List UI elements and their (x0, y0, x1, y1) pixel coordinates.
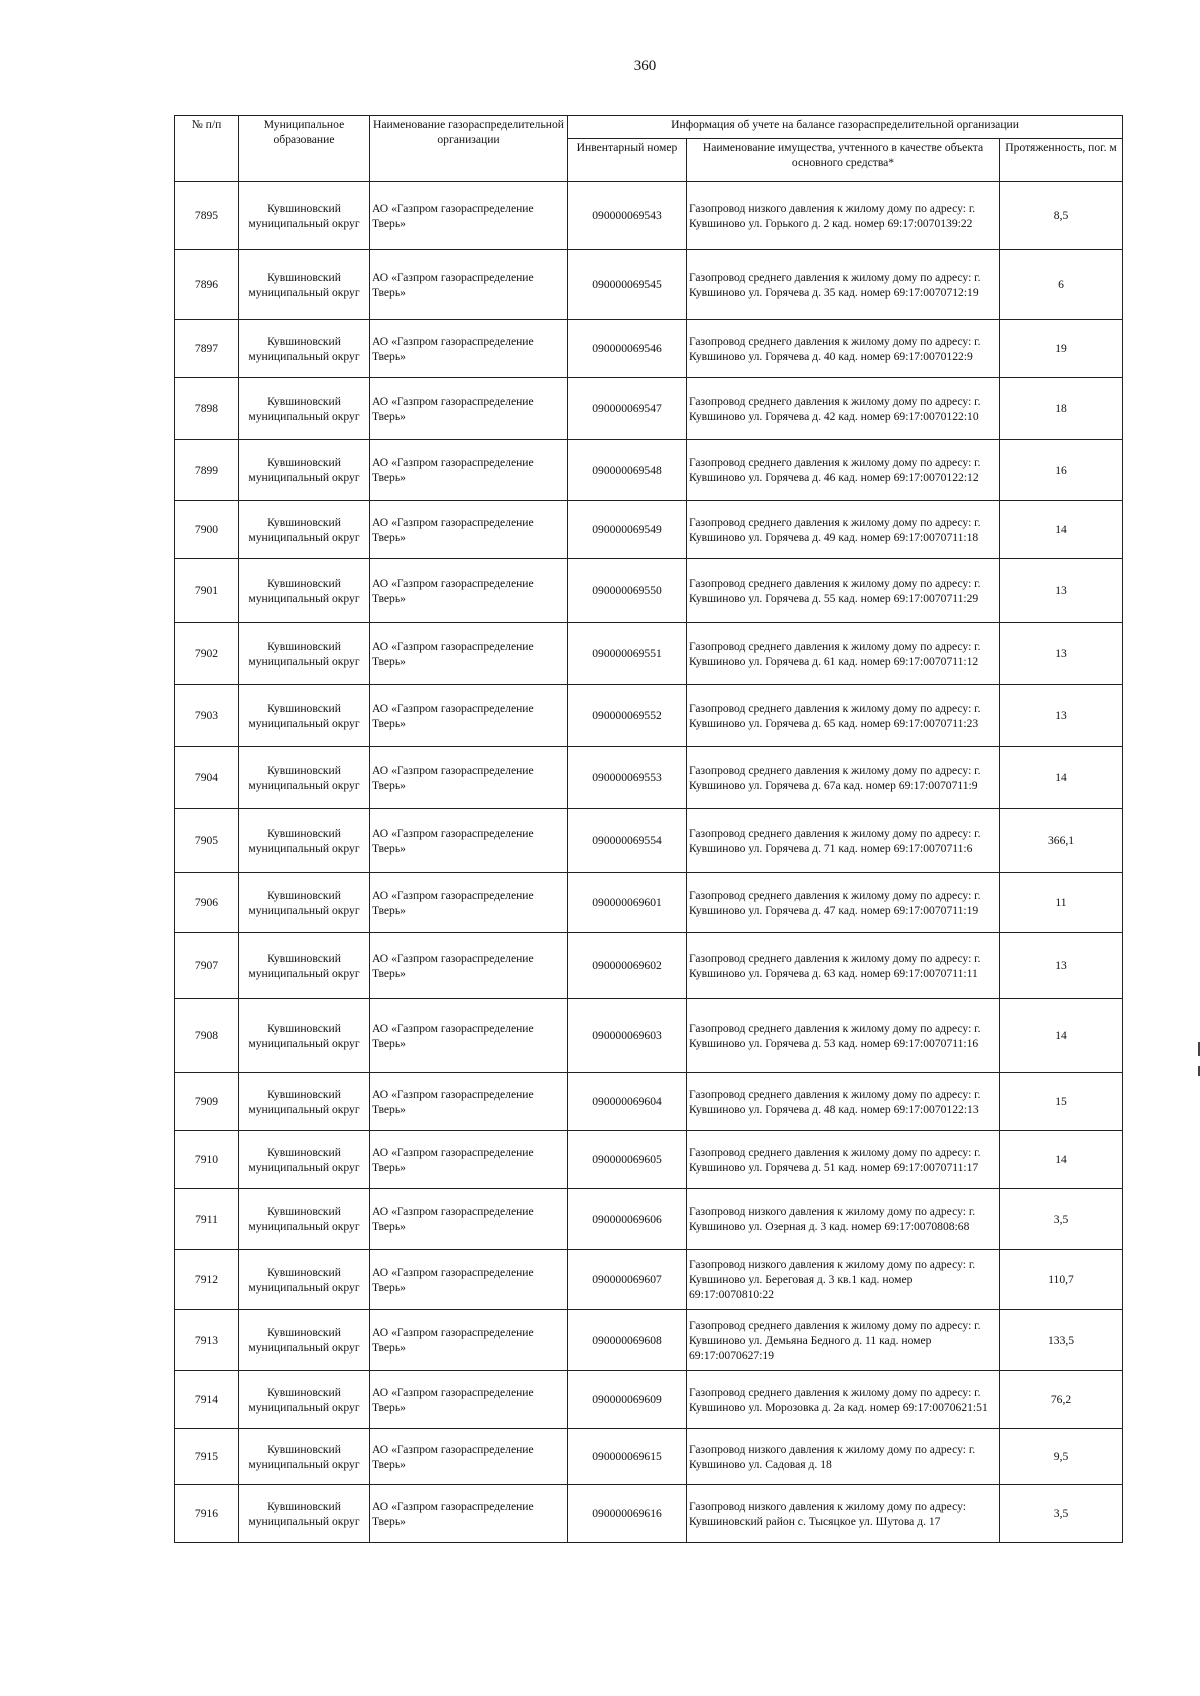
municipality-cell: Кувшиновский муниципальный округ (239, 182, 370, 250)
length-cell: 13 (1000, 623, 1123, 685)
row-number: 7901 (175, 559, 239, 623)
property-name-cell: Газопровод среднего давления к жилому дому по адресу: г. Кувшиново ул. Горячева д. 35 кад. номер 69:17:0070712:19 (687, 250, 1000, 320)
table-row (175, 623, 1123, 685)
length-cell: 14 (1000, 1131, 1123, 1189)
property-name-cell: Газопровод среднего давления к жилому дому по адресу: г. Кувшиново ул. Морозовка д. 2а кад. номер 69:17:0070621:51 (687, 1371, 1000, 1429)
organization-cell: АО «Газпром газораспределение Тверь» (370, 1485, 568, 1543)
inventory-number-cell: 090000069616 (568, 1485, 687, 1543)
row-number: 7915 (175, 1429, 239, 1485)
municipality-cell: Кувшиновский муниципальный округ (239, 623, 370, 685)
municipality-cell: Кувшиновский муниципальный округ (239, 933, 370, 999)
length-cell: 14 (1000, 747, 1123, 809)
length-cell: 6 (1000, 250, 1123, 320)
municipality-cell: Кувшиновский муниципальный округ (239, 685, 370, 747)
row-number: 7906 (175, 873, 239, 933)
organization-cell: АО «Газпром газораспределение Тверь» (370, 999, 568, 1073)
inventory-number-cell: 090000069602 (568, 933, 687, 999)
length-cell: 133,5 (1000, 1310, 1123, 1371)
inventory-number-cell: 090000069615 (568, 1429, 687, 1485)
organization-cell: АО «Газпром газораспределение Тверь» (370, 1250, 568, 1310)
row-number: 7905 (175, 809, 239, 873)
property-name-cell: Газопровод среднего давления к жилому дому по адресу: г. Кувшиново ул. Горячева д. 40 кад. номер 69:17:0070122:9 (687, 320, 1000, 378)
property-name-cell: Газопровод среднего давления к жилому дому по адресу: г. Кувшиново ул. Горячева д. 71 кад. номер 69:17:0070711:6 (687, 809, 1000, 873)
municipality-cell: Кувшиновский муниципальный округ (239, 320, 370, 378)
row-number: 7916 (175, 1485, 239, 1543)
row-number: 7911 (175, 1189, 239, 1250)
inventory-number-cell: 090000069548 (568, 440, 687, 501)
length-cell: 11 (1000, 873, 1123, 933)
inventory-number-cell: 090000069606 (568, 1189, 687, 1250)
municipality-cell: Кувшиновский муниципальный округ (239, 999, 370, 1073)
inventory-number-cell: 090000069550 (568, 559, 687, 623)
table-row (175, 320, 1123, 378)
municipality-cell: Кувшиновский муниципальный округ (239, 501, 370, 559)
header-municipality: Муниципальное образование (239, 116, 370, 182)
inventory-number-cell: 090000069547 (568, 378, 687, 440)
municipality-cell: Кувшиновский муниципальный округ (239, 1189, 370, 1250)
row-number: 7899 (175, 440, 239, 501)
table-row (175, 809, 1123, 873)
table-row (175, 250, 1123, 320)
property-name-cell: Газопровод среднего давления к жилому дому по адресу: г. Кувшиново ул. Горячева д. 63 кад. номер 69:17:0070711:11 (687, 933, 1000, 999)
table-row (175, 559, 1123, 623)
inventory-number-cell: 090000069545 (568, 250, 687, 320)
property-name-cell: Газопровод среднего давления к жилому дому по адресу: г. Кувшиново ул. Горячева д. 61 кад. номер 69:17:0070711:12 (687, 623, 1000, 685)
length-cell: 14 (1000, 999, 1123, 1073)
row-number: 7909 (175, 1073, 239, 1131)
length-cell: 110,7 (1000, 1250, 1123, 1310)
property-name-cell: Газопровод среднего давления к жилому дому по адресу: г. Кувшиново ул. Горячева д. 42 кад. номер 69:17:0070122:10 (687, 378, 1000, 440)
property-name-cell: Газопровод низкого давления к жилому дому по адресу: г. Кувшиново ул. Береговая д. 3 кв.1 кад. номер 69:17:0070810:22 (687, 1250, 1000, 1310)
length-cell: 14 (1000, 501, 1123, 559)
organization-cell: АО «Газпром газораспределение Тверь» (370, 1429, 568, 1485)
organization-cell: АО «Газпром газораспределение Тверь» (370, 250, 568, 320)
row-number: 7900 (175, 501, 239, 559)
row-number: 7902 (175, 623, 239, 685)
municipality-cell: Кувшиновский муниципальный округ (239, 1073, 370, 1131)
organization-cell: АО «Газпром газораспределение Тверь» (370, 623, 568, 685)
length-cell: 3,5 (1000, 1485, 1123, 1543)
table-row (175, 378, 1123, 440)
header-property: Наименование имущества, учтенного в качестве объекта основного средства* (687, 139, 1000, 182)
row-number: 7910 (175, 1131, 239, 1189)
property-name-cell: Газопровод среднего давления к жилому дому по адресу: г. Кувшиново ул. Демьяна Бедного д. 11 кад. номер 69:17:0070627:19 (687, 1310, 1000, 1371)
inventory-number-cell: 090000069543 (568, 182, 687, 250)
municipality-cell: Кувшиновский муниципальный округ (239, 1371, 370, 1429)
header-length: Протяженность, пог. м (1000, 139, 1123, 182)
row-number: 7897 (175, 320, 239, 378)
row-number: 7914 (175, 1371, 239, 1429)
organization-cell: АО «Газпром газораспределение Тверь» (370, 559, 568, 623)
property-name-cell: Газопровод среднего давления к жилому дому по адресу: г. Кувшиново ул. Горячева д. 47 кад. номер 69:17:0070711:19 (687, 873, 1000, 933)
inventory-number-cell: 090000069601 (568, 873, 687, 933)
property-name-cell: Газопровод среднего давления к жилому дому по адресу: г. Кувшиново ул. Горячева д. 65 кад. номер 69:17:0070711:23 (687, 685, 1000, 747)
row-number: 7903 (175, 685, 239, 747)
organization-cell: АО «Газпром газораспределение Тверь» (370, 1131, 568, 1189)
organization-cell: АО «Газпром газораспределение Тверь» (370, 440, 568, 501)
inventory-number-cell: 090000069607 (568, 1250, 687, 1310)
property-name-cell: Газопровод низкого давления к жилому дому по адресу: г. Кувшиново ул. Горького д. 2 кад. номер 69:17:0070139:22 (687, 182, 1000, 250)
inventory-number-cell: 090000069604 (568, 1073, 687, 1131)
organization-cell: АО «Газпром газораспределение Тверь» (370, 933, 568, 999)
inventory-number-cell: 090000069551 (568, 623, 687, 685)
property-name-cell: Газопровод низкого давления к жилому дому по адресу: г. Кувшиново ул. Озерная д. 3 кад. номер 69:17:0070808:68 (687, 1189, 1000, 1250)
municipality-cell: Кувшиновский муниципальный округ (239, 809, 370, 873)
municipality-cell: Кувшиновский муниципальный округ (239, 747, 370, 809)
inventory-number-cell: 090000069603 (568, 999, 687, 1073)
table-row (175, 182, 1123, 250)
inventory-number-cell: 090000069553 (568, 747, 687, 809)
length-cell: 3,5 (1000, 1189, 1123, 1250)
inventory-number-cell: 090000069554 (568, 809, 687, 873)
table-row (175, 999, 1123, 1073)
table-row (175, 1371, 1123, 1429)
property-name-cell: Газопровод среднего давления к жилому дому по адресу: г. Кувшиново ул. Горячева д. 53 кад. номер 69:17:0070711:16 (687, 999, 1000, 1073)
row-number: 7895 (175, 182, 239, 250)
length-cell: 15 (1000, 1073, 1123, 1131)
header-num: № п/п (175, 116, 239, 182)
table-row (175, 1131, 1123, 1189)
table-row (175, 1250, 1123, 1310)
row-number: 7913 (175, 1310, 239, 1371)
municipality-cell: Кувшиновский муниципальный округ (239, 378, 370, 440)
row-number: 7908 (175, 999, 239, 1073)
length-cell: 9,5 (1000, 1429, 1123, 1485)
inventory-number-cell: 090000069608 (568, 1310, 687, 1371)
table-row (175, 685, 1123, 747)
table-row (175, 501, 1123, 559)
property-table (174, 115, 1123, 1543)
table-row (175, 1429, 1123, 1485)
property-name-cell: Газопровод среднего давления к жилому дому по адресу: г. Кувшиново ул. Горячева д. 49 кад. номер 69:17:0070711:18 (687, 501, 1000, 559)
table-row (175, 440, 1123, 501)
table-row (175, 747, 1123, 809)
organization-cell: АО «Газпром газораспределение Тверь» (370, 809, 568, 873)
organization-cell: АО «Газпром газораспределение Тверь» (370, 1310, 568, 1371)
organization-cell: АО «Газпром газораспределение Тверь» (370, 1371, 568, 1429)
table-row (175, 1189, 1123, 1250)
table-body (175, 182, 1123, 1543)
table-row (175, 1073, 1123, 1131)
organization-cell: АО «Газпром газораспределение Тверь» (370, 1073, 568, 1131)
length-cell: 19 (1000, 320, 1123, 378)
organization-cell: АО «Газпром газораспределение Тверь» (370, 320, 568, 378)
inventory-number-cell: 090000069546 (568, 320, 687, 378)
municipality-cell: Кувшиновский муниципальный округ (239, 440, 370, 501)
property-name-cell: Газопровод среднего давления к жилому дому по адресу: г. Кувшиново ул. Горячева д. 55 кад. номер 69:17:0070711:29 (687, 559, 1000, 623)
municipality-cell: Кувшиновский муниципальный округ (239, 873, 370, 933)
table-row (175, 1485, 1123, 1543)
organization-cell: АО «Газпром газораспределение Тверь» (370, 685, 568, 747)
municipality-cell: Кувшиновский муниципальный округ (239, 250, 370, 320)
length-cell: 18 (1000, 378, 1123, 440)
municipality-cell: Кувшиновский муниципальный округ (239, 559, 370, 623)
row-number: 7898 (175, 378, 239, 440)
organization-cell: АО «Газпром газораспределение Тверь» (370, 747, 568, 809)
table-row (175, 933, 1123, 999)
municipality-cell: Кувшиновский муниципальный округ (239, 1131, 370, 1189)
table-row (175, 1310, 1123, 1371)
municipality-cell: Кувшиновский муниципальный округ (239, 1310, 370, 1371)
length-cell: 366,1 (1000, 809, 1123, 873)
length-cell: 8,5 (1000, 182, 1123, 250)
inventory-number-cell: 090000069549 (568, 501, 687, 559)
property-name-cell: Газопровод среднего давления к жилому дому по адресу: г. Кувшиново ул. Горячева д. 67а кад. номер 69:17:0070711:9 (687, 747, 1000, 809)
property-name-cell: Газопровод среднего давления к жилому дому по адресу: г. Кувшиново ул. Горячева д. 48 кад. номер 69:17:0070122:13 (687, 1073, 1000, 1131)
municipality-cell: Кувшиновский муниципальный округ (239, 1429, 370, 1485)
row-number: 7904 (175, 747, 239, 809)
organization-cell: АО «Газпром газораспределение Тверь» (370, 873, 568, 933)
organization-cell: АО «Газпром газораспределение Тверь» (370, 1189, 568, 1250)
inventory-number-cell: 090000069552 (568, 685, 687, 747)
row-number: 7896 (175, 250, 239, 320)
table-header (175, 116, 1123, 182)
property-name-cell: Газопровод среднего давления к жилому дому по адресу: г. Кувшиново ул. Горячева д. 46 кад. номер 69:17:0070122:12 (687, 440, 1000, 501)
property-name-cell: Газопровод низкого давления к жилому дому по адресу: г. Кувшиново ул. Садовая д. 18 (687, 1429, 1000, 1485)
length-cell: 13 (1000, 685, 1123, 747)
length-cell: 16 (1000, 440, 1123, 501)
page-number: 360 (633, 58, 657, 74)
row-number: 7912 (175, 1250, 239, 1310)
municipality-cell: Кувшиновский муниципальный округ (239, 1485, 370, 1543)
property-name-cell: Газопровод среднего давления к жилому дому по адресу: г. Кувшиново ул. Горячева д. 51 кад. номер 69:17:0070711:17 (687, 1131, 1000, 1189)
length-cell: 13 (1000, 559, 1123, 623)
header-inventory: Инвентарный номер (568, 139, 687, 182)
row-number: 7907 (175, 933, 239, 999)
length-cell: 76,2 (1000, 1371, 1123, 1429)
inventory-number-cell: 090000069609 (568, 1371, 687, 1429)
property-name-cell: Газопровод низкого давления к жилому дому по адресу: Кувшиновский район с. Тысяцкое ул. Шутова д. 17 (687, 1485, 1000, 1543)
length-cell: 13 (1000, 933, 1123, 999)
inventory-number-cell: 090000069605 (568, 1131, 687, 1189)
organization-cell: АО «Газпром газораспределение Тверь» (370, 378, 568, 440)
header-organization: Наименование газораспределительной организации (370, 116, 568, 182)
header-balance-group: Информация об учете на балансе газораспределительной организации (568, 116, 1123, 139)
organization-cell: АО «Газпром газораспределение Тверь» (370, 501, 568, 559)
table-row (175, 873, 1123, 933)
organization-cell: АО «Газпром газораспределение Тверь» (370, 182, 568, 250)
municipality-cell: Кувшиновский муниципальный округ (239, 1250, 370, 1310)
